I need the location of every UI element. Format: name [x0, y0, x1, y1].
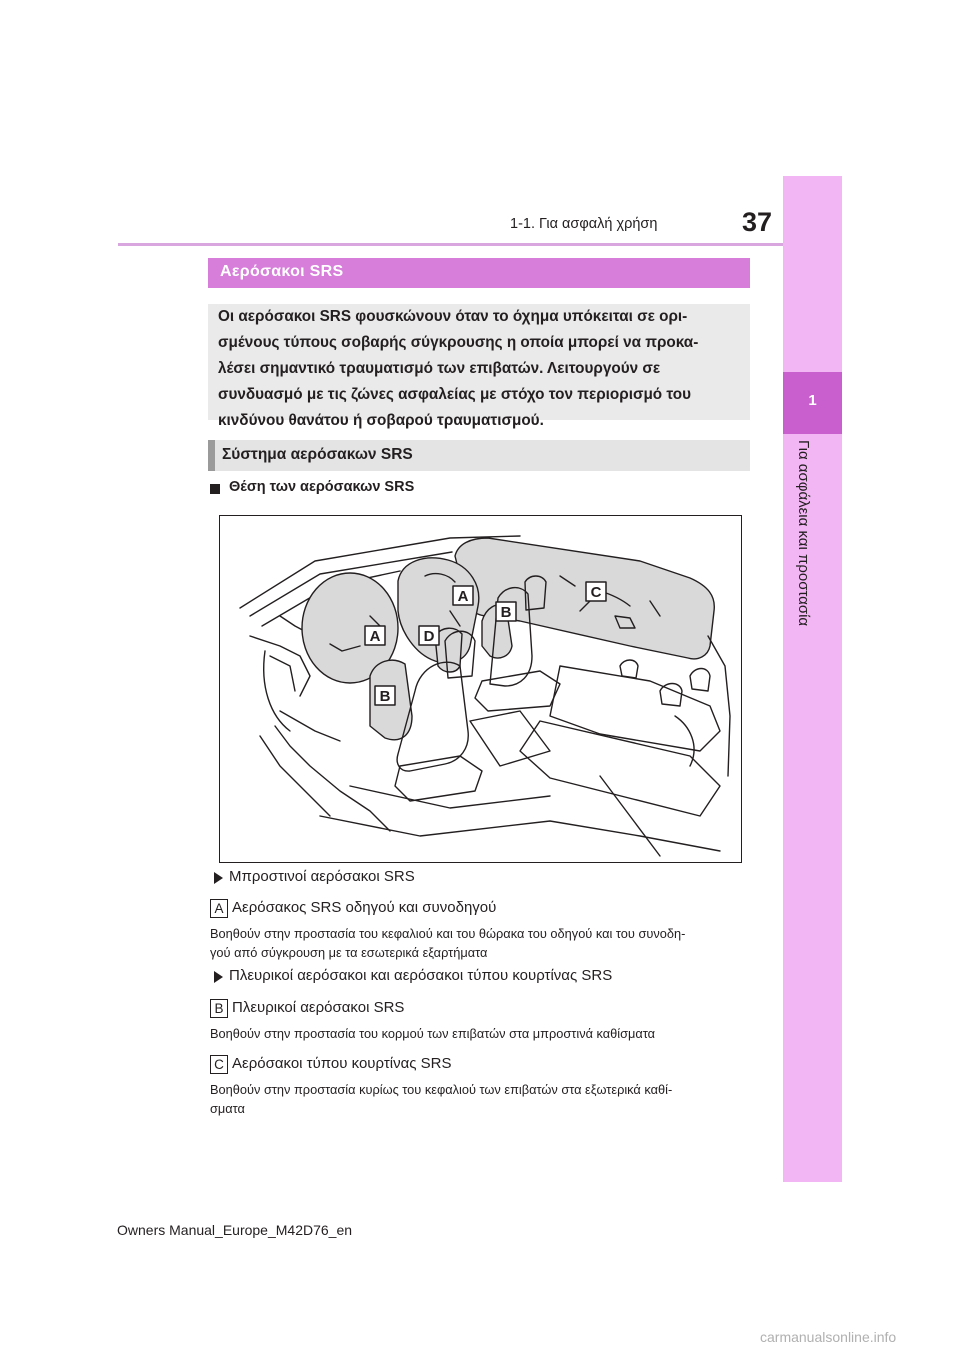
- chapter-title-vertical: Για ασφάλεια και προστασία: [795, 440, 812, 627]
- figure-label-c: C: [590, 584, 602, 601]
- desc-line: σματα: [210, 1101, 245, 1116]
- desc-line: γού από σύγκρουση με τα εσωτερικά εξαρτήματα: [210, 945, 488, 960]
- intro-line: σμένους τύπους σοβαρής σύγκρουσης η οποία μπορεί να προκα-: [218, 334, 699, 351]
- item-c-title: Αερόσακοι τύπου κουρτίνας SRS: [232, 1055, 452, 1072]
- figure-label-d: D: [423, 628, 435, 645]
- subsection-title: Σύστημα αερόσακων SRS: [222, 446, 413, 463]
- intro-line: κινδύνου θανάτου ή σοβαρού τραυματισμού.: [218, 412, 544, 429]
- desc-line: Βοηθούν στην προστασία του κορμού των επιβατών στα μπροστινά καθίσματα: [210, 1026, 656, 1041]
- item-label-a: A: [210, 899, 228, 918]
- vehicle-interior-illustration: [220, 516, 741, 862]
- figure-label-a-left: A: [369, 628, 381, 645]
- watermark-text: carmanualsonline.info: [760, 1329, 897, 1345]
- footer-text: Owners Manual_Europe_M42D76_en: [117, 1222, 353, 1238]
- bullet-heading: Θέση των αερόσακων SRS: [229, 479, 415, 495]
- item-label-c: C: [210, 1055, 228, 1074]
- group-side-curtain-airbags: Πλευρικοί αερόσακοι και αερόσακοι τύπου κουρτίνας SRS: [229, 967, 613, 984]
- item-b-description: [210, 1024, 750, 1043]
- triangle-bullet-icon: [214, 872, 223, 884]
- item-a-description: [210, 924, 750, 962]
- page-number: 37: [742, 207, 773, 237]
- page-title: Αερόσακοι SRS: [220, 263, 344, 280]
- airbag-locations-figure: [219, 515, 742, 863]
- intro-line: συνδυασμό με τις ζώνες ασφαλείας με στόχο τον περιορισμό του: [218, 386, 692, 403]
- item-label-b: B: [210, 999, 228, 1018]
- intro-line: λέσει σημαντικό τραυματισμό των επιβατών. Λειτουργούν σε: [218, 360, 661, 377]
- item-b-title: Πλευρικοί αερόσακοι SRS: [232, 999, 405, 1016]
- header-rule: [118, 243, 783, 246]
- figure-label-b-left: B: [379, 688, 391, 705]
- square-bullet-icon: [210, 484, 220, 494]
- item-a-title: Αερόσακος SRS οδηγού και συνοδηγού: [232, 899, 497, 916]
- item-c-description: [210, 1080, 750, 1118]
- figure-label-a-upper: A: [457, 588, 469, 605]
- triangle-bullet-icon: [214, 971, 223, 983]
- figure-label-b-right: B: [500, 604, 512, 621]
- section-title: 1-1. Για ασφαλή χρήση: [510, 216, 658, 232]
- group-front-airbags: Μπροστινοί αερόσακοι SRS: [229, 868, 415, 885]
- intro-text: [218, 304, 748, 434]
- subsection-accent-bar: [208, 440, 215, 471]
- chapter-side-tab: [783, 176, 842, 1182]
- desc-line: Βοηθούν στην προστασία κυρίως του κεφαλιού των επιβατών στα εξωτερικά καθί-: [210, 1082, 673, 1097]
- intro-line: Οι αερόσακοι SRS φουσκώνουν όταν το όχημα υπόκειται σε ορι-: [218, 308, 688, 325]
- chapter-number: 1: [808, 392, 817, 409]
- desc-line: Βοηθούν στην προστασία του κεφαλιού και του θώρακα του οδηγού και του συνοδη-: [210, 926, 686, 941]
